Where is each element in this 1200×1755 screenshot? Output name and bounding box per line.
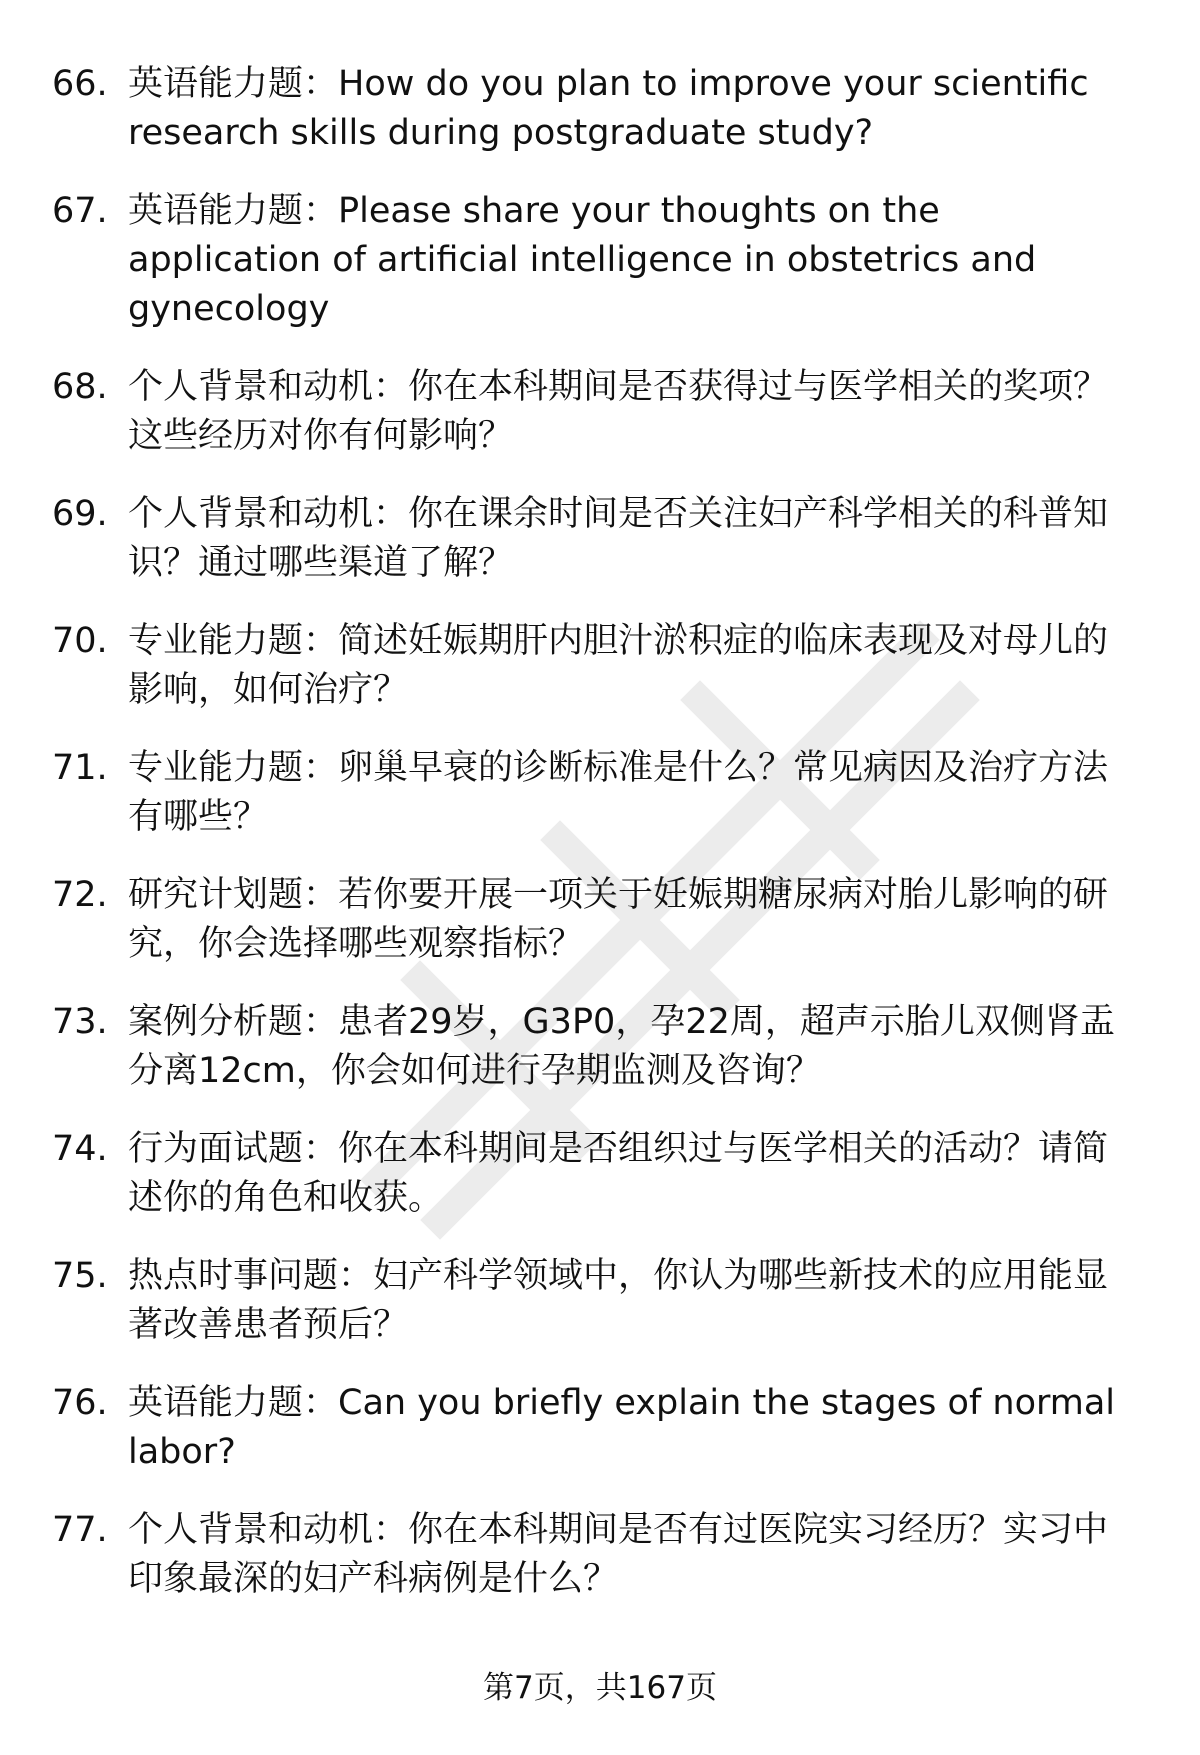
question-body bbox=[128, 1252, 1142, 1350]
question-category: 个人背景和动机： bbox=[128, 367, 409, 407]
question-text: 你在本科期间是否获得过与医学相关的奖项？这些经历对你有何影响？ bbox=[128, 367, 1109, 456]
question-item bbox=[52, 1379, 1142, 1477]
question-category: 行为面试题： bbox=[128, 1129, 339, 1169]
question-number: 71. bbox=[52, 748, 108, 788]
question-category: 个人背景和动机： bbox=[128, 1510, 409, 1550]
question-number: 70. bbox=[52, 621, 108, 661]
question-item bbox=[52, 871, 1142, 969]
question-category: 英语能力题： bbox=[128, 191, 339, 231]
question-body bbox=[128, 871, 1142, 969]
question-number: 76. bbox=[52, 1383, 108, 1423]
question-text: Can you briefly explain the stages of normal labor? bbox=[128, 1383, 1116, 1472]
question-category: 英语能力题： bbox=[128, 1383, 339, 1423]
question-number: 68. bbox=[52, 367, 108, 407]
question-number: 74. bbox=[52, 1129, 108, 1169]
question-item bbox=[52, 187, 1142, 334]
question-category: 研究计划题： bbox=[128, 875, 339, 915]
question-body bbox=[128, 1125, 1142, 1223]
question-text: 患者29岁，G3P0，孕22周，超声示胎儿双侧肾盂分离12cm，你会如何进行孕期监测及咨询？ bbox=[128, 1002, 1115, 1091]
question-item bbox=[52, 617, 1142, 715]
question-item bbox=[52, 1252, 1142, 1350]
question-item bbox=[52, 998, 1142, 1096]
question-number: 67. bbox=[52, 191, 108, 231]
question-list bbox=[52, 60, 1142, 1633]
question-item bbox=[52, 490, 1142, 588]
question-item bbox=[52, 1506, 1142, 1604]
question-category: 专业能力题： bbox=[128, 748, 339, 788]
question-body bbox=[128, 363, 1142, 461]
question-text: 简述妊娠期肝内胆汁淤积症的临床表现及对母儿的影响，如何治疗？ bbox=[128, 621, 1109, 710]
question-number: 72. bbox=[52, 875, 108, 915]
page-footer: 第7页，共167页 bbox=[483, 1670, 717, 1706]
question-number: 77. bbox=[52, 1510, 108, 1550]
question-text: 你在课余时间是否关注妇产科学相关的科普知识？通过哪些渠道了解？ bbox=[128, 494, 1109, 583]
question-body bbox=[128, 60, 1142, 158]
question-body bbox=[128, 1379, 1142, 1477]
question-category: 案例分析题： bbox=[128, 1002, 339, 1042]
question-item bbox=[52, 1125, 1142, 1223]
question-text: 若你要开展一项关于妊娠期糖尿病对胎儿影响的研究，你会选择哪些观察指标？ bbox=[128, 875, 1109, 964]
question-body bbox=[128, 1506, 1142, 1604]
question-text: Please share your thoughts on the application of artificial intelligence in obstetrics and gynecology bbox=[128, 191, 1037, 329]
question-number: 66. bbox=[52, 64, 108, 104]
question-number: 75. bbox=[52, 1256, 108, 1296]
question-number: 73. bbox=[52, 1002, 108, 1042]
question-body bbox=[128, 744, 1142, 842]
question-category: 热点时事问题： bbox=[128, 1256, 374, 1296]
question-text: 你在本科期间是否组织过与医学相关的活动？请简述你的角色和收获。 bbox=[128, 1129, 1109, 1218]
question-body bbox=[128, 998, 1142, 1096]
question-text: 你在本科期间是否有过医院实习经历？实习中印象最深的妇产科病例是什么？ bbox=[128, 1510, 1109, 1599]
question-body bbox=[128, 617, 1142, 715]
question-item bbox=[52, 744, 1142, 842]
question-category: 个人背景和动机： bbox=[128, 494, 409, 534]
question-category: 专业能力题： bbox=[128, 621, 339, 661]
question-text: How do you plan to improve your scientific research skills during postgraduate study? bbox=[128, 64, 1089, 153]
question-category: 英语能力题： bbox=[128, 64, 339, 104]
question-item bbox=[52, 363, 1142, 461]
question-number: 69. bbox=[52, 494, 108, 534]
question-body bbox=[128, 490, 1142, 588]
question-text: 卵巢早衰的诊断标准是什么？常见病因及治疗方法有哪些？ bbox=[128, 748, 1109, 837]
question-body bbox=[128, 187, 1142, 334]
question-text: 妇产科学领域中，你认为哪些新技术的应用能显著改善患者预后？ bbox=[128, 1256, 1109, 1345]
question-item bbox=[52, 60, 1142, 158]
